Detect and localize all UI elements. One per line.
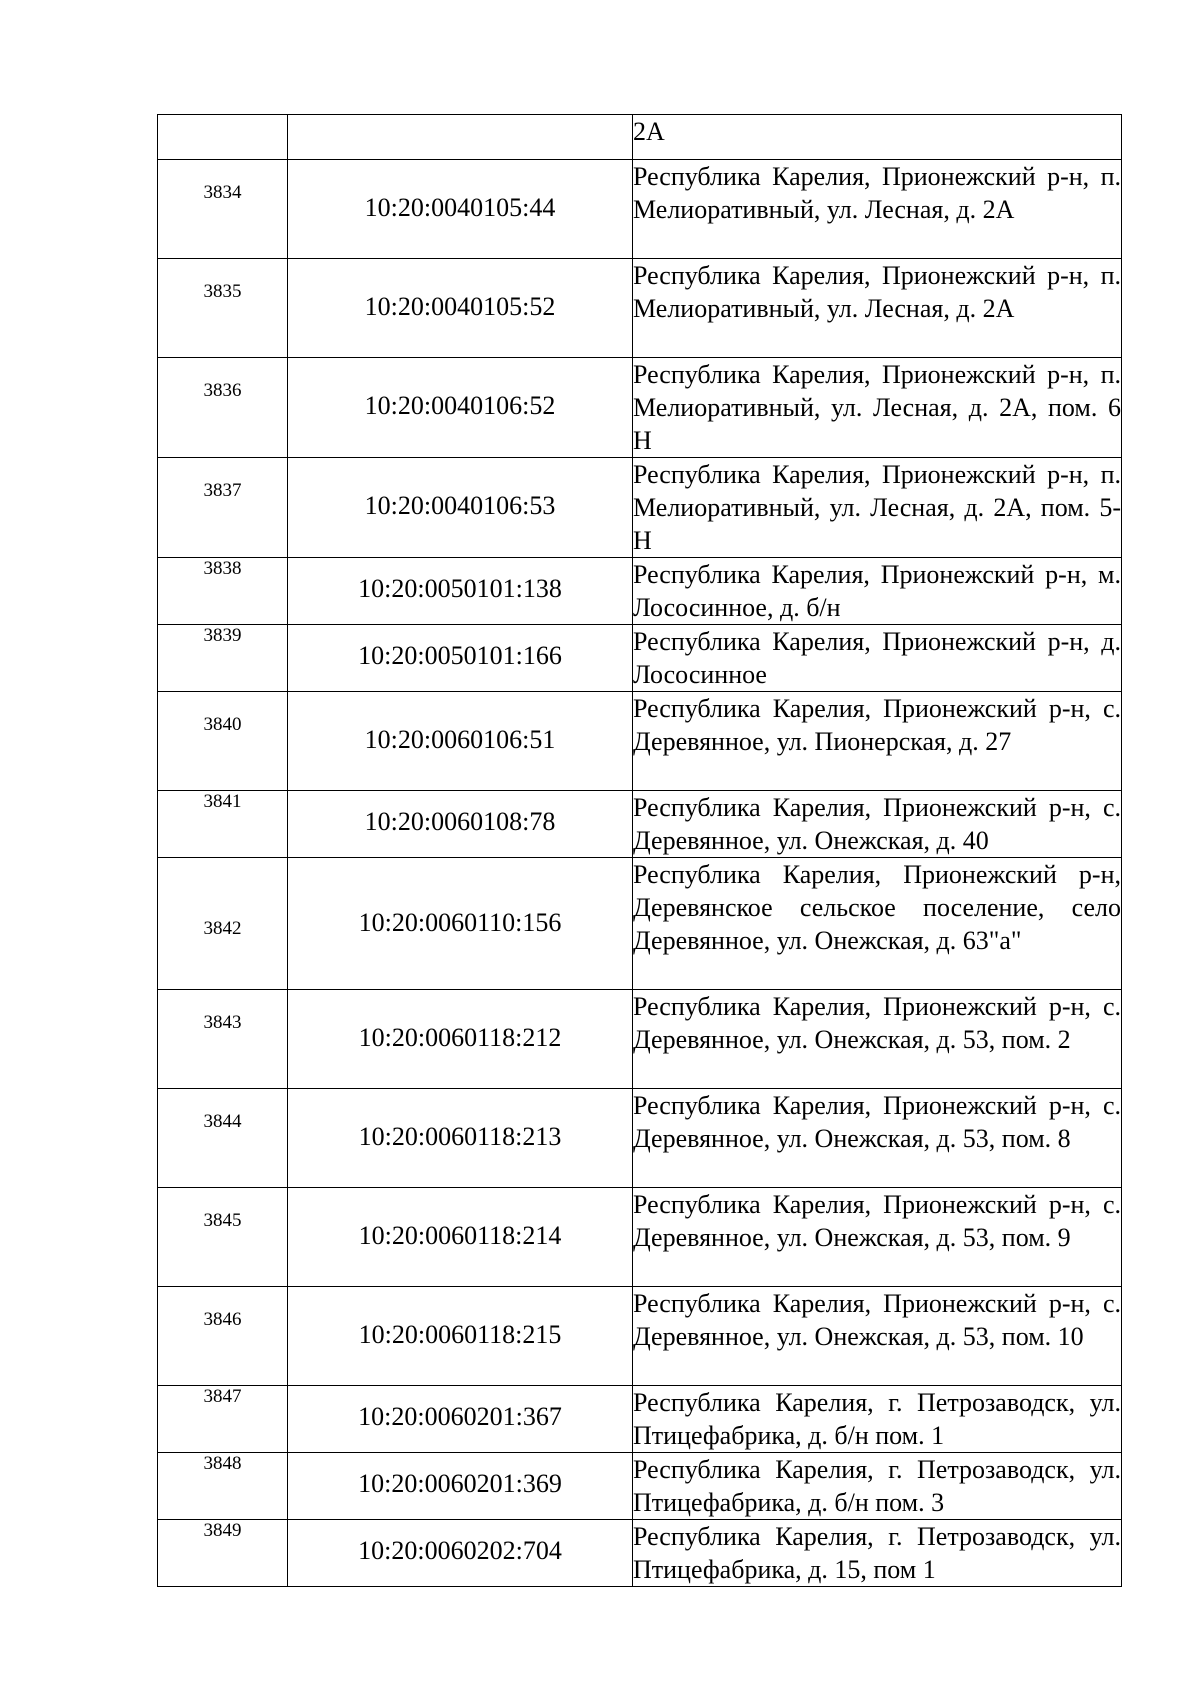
address-cell: Республика Карелия, Прионежский р-н, п. Мелиоративный, ул. Лесная, д. 2А, пом. 6 Н (633, 358, 1122, 458)
address-cell: Республика Карелия, Прионежский р-н, с. Деревянное, ул. Онежская, д. 53, пом. 10 (633, 1287, 1122, 1386)
address-cell: Республика Карелия, Прионежский р-н, с. Деревянное, ул. Онежская, д. 53, пом. 8 (633, 1089, 1122, 1188)
cadastral-number-cell: 10:20:0060118:212 (288, 990, 633, 1089)
table-row (158, 558, 1122, 625)
row-number-cell: 3849 (158, 1520, 288, 1587)
address-cell: Республика Карелия, г. Петрозаводск, ул. Птицефабрика, д. б/н пом. 1 (633, 1386, 1122, 1453)
address-cell: Республика Карелия, Прионежский р-н, п. Мелиоративный, ул. Лесная, д. 2А (633, 160, 1122, 259)
cadastral-number-cell: 10:20:0060108:78 (288, 791, 633, 858)
table-row (158, 458, 1122, 558)
row-number-cell: 3842 (158, 858, 288, 990)
registry-table (157, 114, 1122, 1587)
address-cell: Республика Карелия, Прионежский р-н, Деревянское сельское поселение, село Деревянное, ул. Онежская, д. 63"а" (633, 858, 1122, 990)
row-number-cell: 3835 (158, 259, 288, 358)
cadastral-number-cell: 10:20:0050101:166 (288, 625, 633, 692)
cadastral-number-cell: 10:20:0040105:52 (288, 259, 633, 358)
table-row (158, 160, 1122, 259)
address-cell: Республика Карелия, Прионежский р-н, п. Мелиоративный, ул. Лесная, д. 2А, пом. 5-Н (633, 458, 1122, 558)
address-cell: Республика Карелия, Прионежский р-н, с. Деревянное, ул. Пионерская, д. 27 (633, 692, 1122, 791)
address-cell: Республика Карелия, Прионежский р-н, п. Мелиоративный, ул. Лесная, д. 2А (633, 259, 1122, 358)
table-row (158, 625, 1122, 692)
address-cell: Республика Карелия, Прионежский р-н, с. Деревянное, ул. Онежская, д. 53, пом. 2 (633, 990, 1122, 1089)
row-number-cell: 3843 (158, 990, 288, 1089)
address-cell: Республика Карелия, г. Петрозаводск, ул. Птицефабрика, д. 15, пом 1 (633, 1520, 1122, 1587)
row-number-cell: 3844 (158, 1089, 288, 1188)
row-number-cell: 3847 (158, 1386, 288, 1453)
cadastral-number-cell: 10:20:0060110:156 (288, 858, 633, 990)
cadastral-number-cell: 10:20:0040106:52 (288, 358, 633, 458)
address-cell: Республика Карелия, Прионежский р-н, с. Деревянное, ул. Онежская, д. 40 (633, 791, 1122, 858)
address-cell: 2А (633, 115, 1122, 160)
cadastral-number-cell: 10:20:0060118:213 (288, 1089, 633, 1188)
cadastral-number-cell: 10:20:0060106:51 (288, 692, 633, 791)
cadastral-number-cell: 10:20:0060118:215 (288, 1287, 633, 1386)
row-number-cell: 3848 (158, 1453, 288, 1520)
cadastral-number-cell: 10:20:0040106:53 (288, 458, 633, 558)
row-number-cell: 3846 (158, 1287, 288, 1386)
address-cell: Республика Карелия, г. Петрозаводск, ул. Птицефабрика, д. б/н пом. 3 (633, 1453, 1122, 1520)
row-number-cell (158, 115, 288, 160)
table-row (158, 791, 1122, 858)
table-row (158, 115, 1122, 160)
cadastral-number-cell: 10:20:0060201:369 (288, 1453, 633, 1520)
cadastral-number-cell: 10:20:0060202:704 (288, 1520, 633, 1587)
row-number-cell: 3834 (158, 160, 288, 259)
address-cell: Республика Карелия, Прионежский р-н, м. Лососинное, д. б/н (633, 558, 1122, 625)
address-cell: Республика Карелия, Прионежский р-н, д. Лососинное (633, 625, 1122, 692)
row-number-cell: 3841 (158, 791, 288, 858)
table-row (158, 1089, 1122, 1188)
table-row (158, 1287, 1122, 1386)
table-row (158, 692, 1122, 791)
cadastral-number-cell (288, 115, 633, 160)
cadastral-number-cell: 10:20:0050101:138 (288, 558, 633, 625)
table-row (158, 858, 1122, 990)
address-cell: Республика Карелия, Прионежский р-н, с. Деревянное, ул. Онежская, д. 53, пом. 9 (633, 1188, 1122, 1287)
table-row (158, 1188, 1122, 1287)
cadastral-number-cell: 10:20:0060201:367 (288, 1386, 633, 1453)
table-row (158, 1386, 1122, 1453)
row-number-cell: 3839 (158, 625, 288, 692)
table-row (158, 358, 1122, 458)
table-row (158, 259, 1122, 358)
cadastral-number-cell: 10:20:0040105:44 (288, 160, 633, 259)
row-number-cell: 3840 (158, 692, 288, 791)
cadastral-number-cell: 10:20:0060118:214 (288, 1188, 633, 1287)
row-number-cell: 3836 (158, 358, 288, 458)
row-number-cell: 3838 (158, 558, 288, 625)
table-row (158, 1520, 1122, 1587)
row-number-cell: 3837 (158, 458, 288, 558)
table-row (158, 1453, 1122, 1520)
table-row (158, 990, 1122, 1089)
row-number-cell: 3845 (158, 1188, 288, 1287)
